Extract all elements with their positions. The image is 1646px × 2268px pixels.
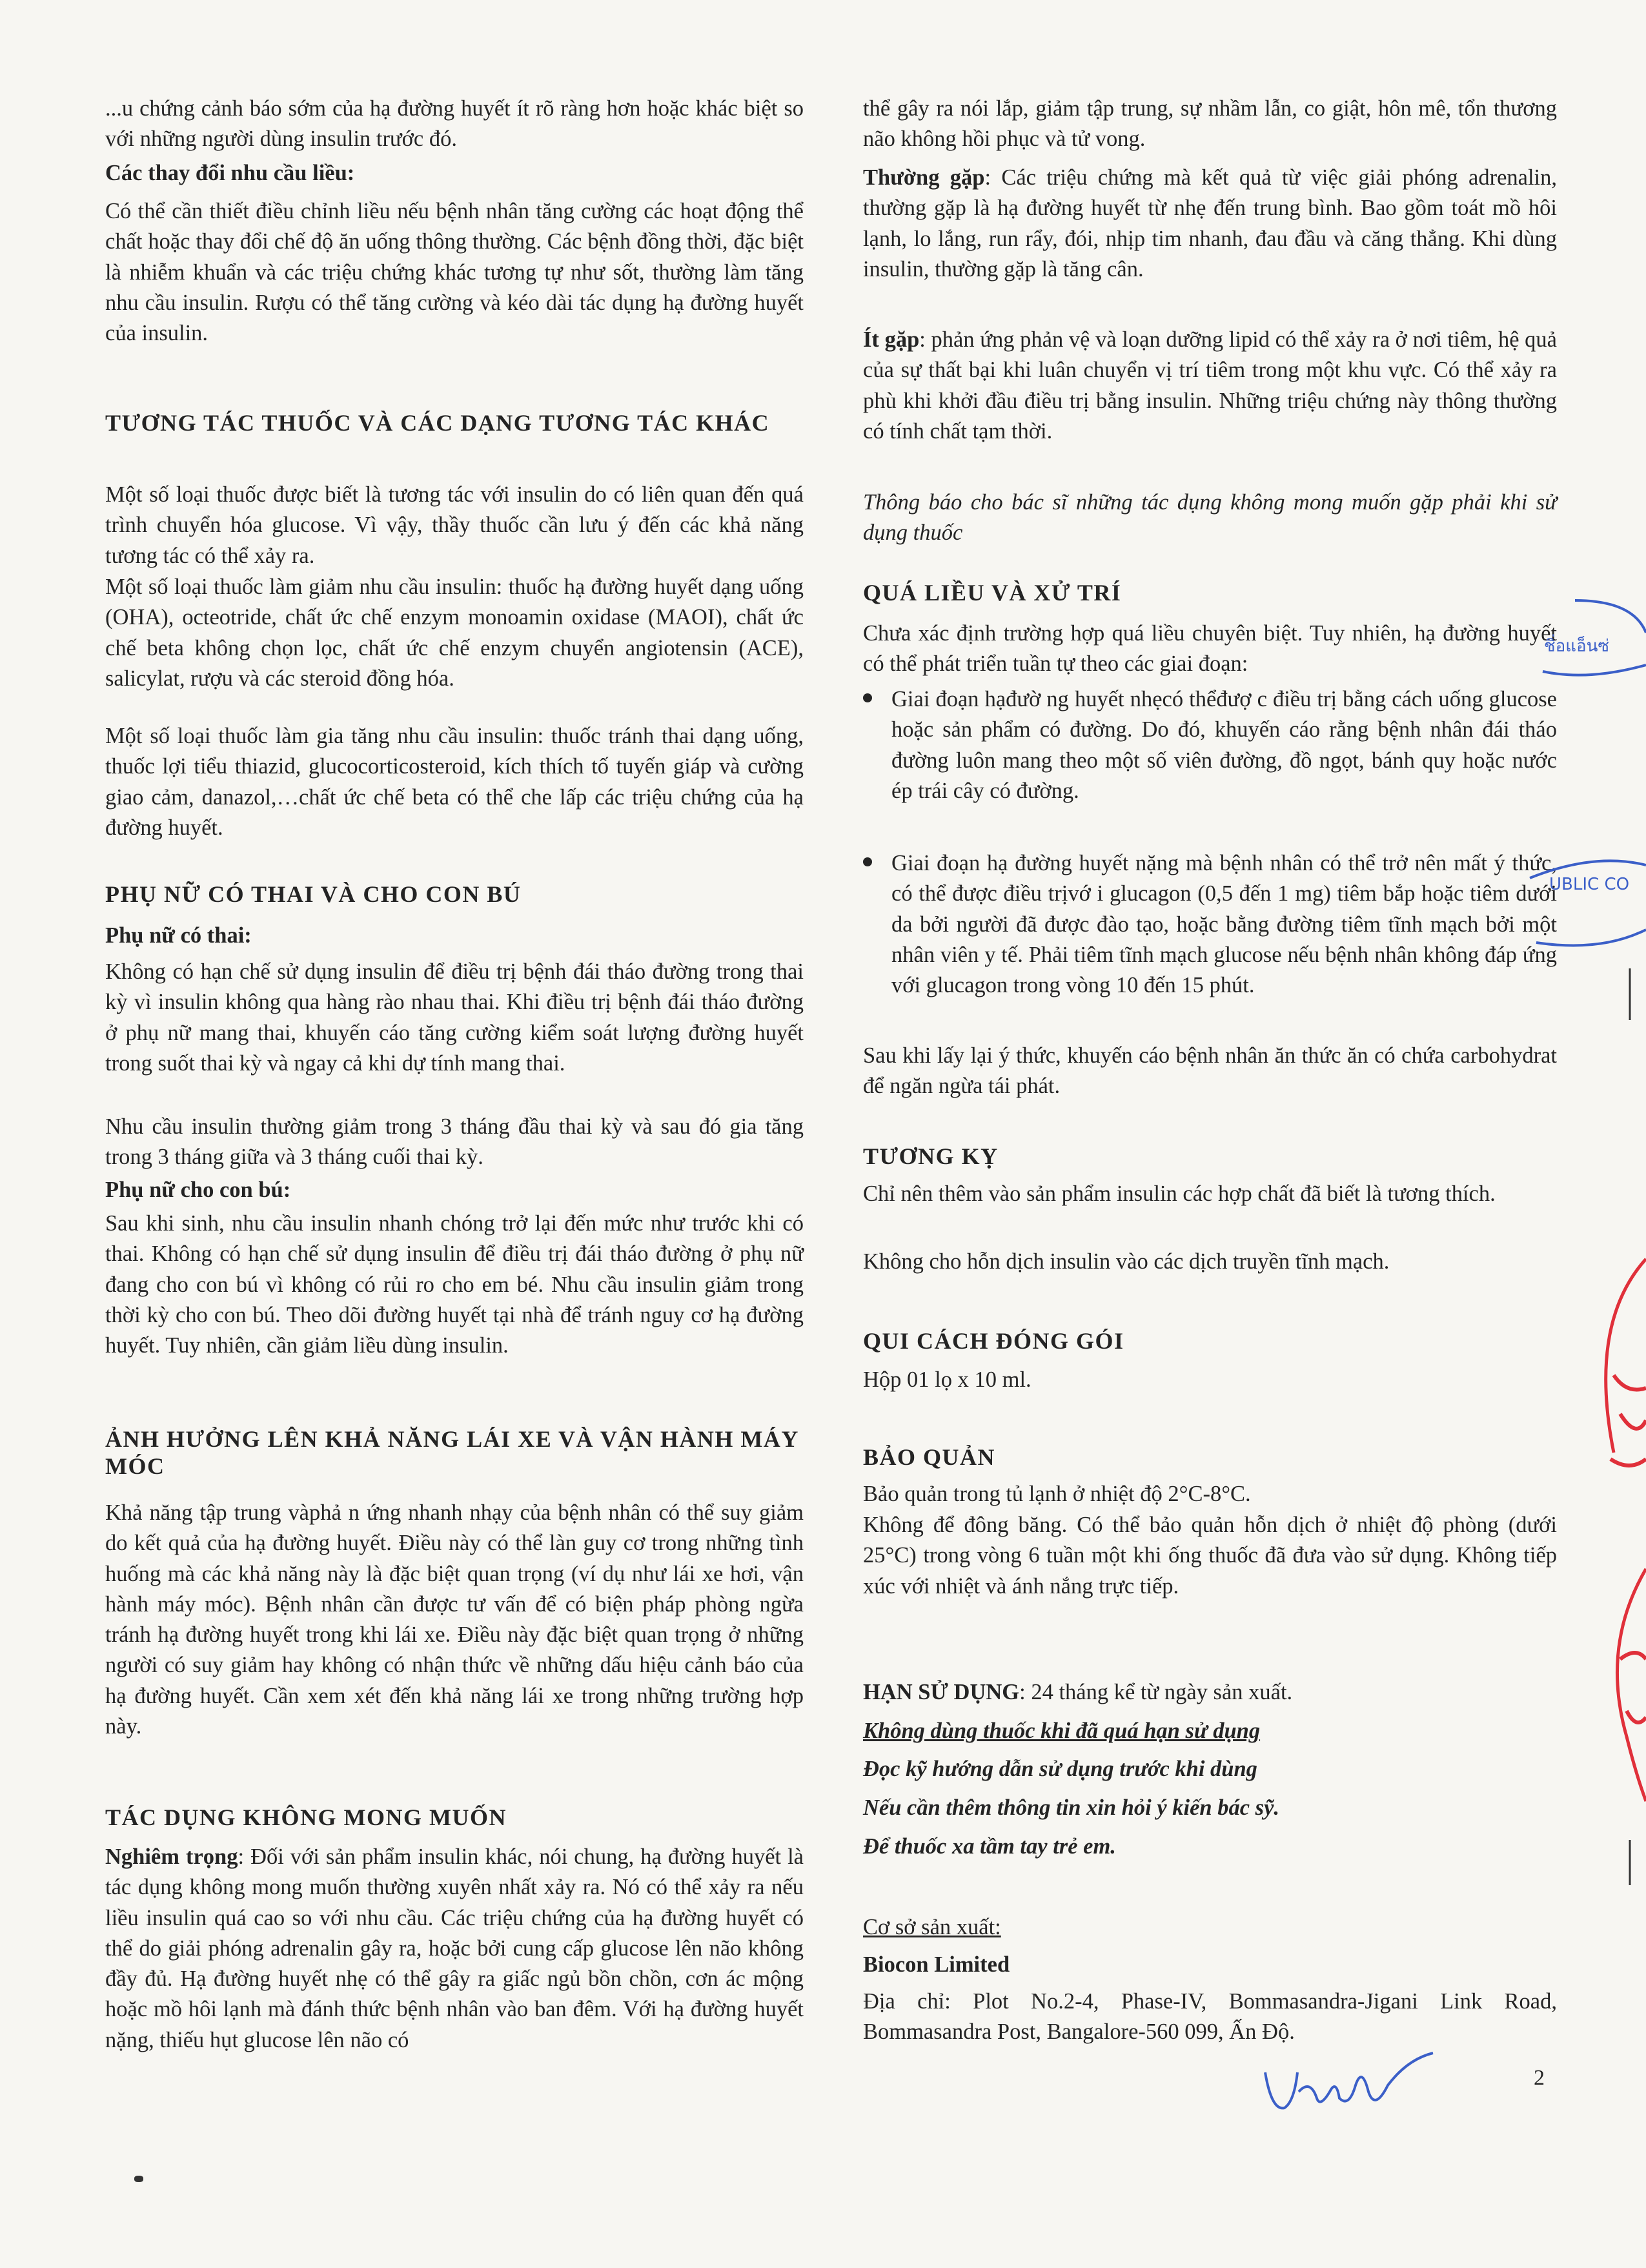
common-effects-paragraph bbox=[863, 163, 1557, 285]
manufacturer-label: Cơ sở sản xuất: bbox=[863, 1915, 1001, 1939]
stamp-text-middle: UBLIC CO bbox=[1549, 875, 1630, 894]
pregnant-women-label: Phụ nữ có thai: bbox=[105, 923, 252, 948]
packaging-heading: QUI CÁCH ĐÓNG GÓI bbox=[863, 1328, 1124, 1354]
warning-expired: Không dùng thuốc khi đã quá hạn sử dụng bbox=[863, 1719, 1261, 1743]
interaction-paragraph-1: Một số loại thuốc được biết là tương tác với insulin do có liên quan đến quá trình chuyển hóa glucose. Vì vậy, thầy thuốc cần lưu ý đến các khả năng tương tác có thể xảy ra. bbox=[105, 482, 804, 568]
driving-heading: ẢNH HƯỞNG LÊN KHẢ NĂNG LÁI XE VÀ VẬN HÀNH MÁY MÓC bbox=[105, 1426, 798, 1479]
pregnancy-heading: PHỤ NỮ CÓ THAI VÀ CHO CON BÚ bbox=[105, 881, 522, 907]
continued-paragraph: thể gây ra nói lắp, giảm tập trung, sự nhầm lẫn, co giật, hôn mê, tổn thương não không hồi phục và tử vong. bbox=[863, 96, 1557, 152]
intro-paragraph: ...u chứng cảnh báo sớm của hạ đường huyết ít rõ ràng hơn hoặc khác biệt so với những người dùng insulin trước đó. bbox=[105, 96, 804, 152]
incompatibility-heading: TƯƠNG KỴ bbox=[863, 1143, 999, 1169]
common-text: : Các triệu chứng mà kết quả từ việc giải phóng adrenalin, thường gặp là hạ đường huyết từ nhẹ đến trung bình. Bao gồm toát mồ hôi lạnh, lo lắng, run rẩy, đói, nhịp tim nhanh, đau đầu và căng thẳng. Khi dùng insulin, thường gặp là tăng cân. bbox=[863, 165, 1557, 281]
bullet-severe-text: Giai đoạn hạ đường huyết nặng mà bệnh nhân có thể trở nên mất ý thức, có thể được điều trịvớ i glucagon (0,5 đến 1 mg) tiêm bắp hoặc tiêm dưới da bởi người đã được đào tạo, hoặc bằng đường tiêm tĩnh mạch bởi một nhân viên y tế. Phải tiêm tĩnh mạch glucose nếu bệnh nhân không đáp ứng với glucagon trong vòng 10 đến 15 phút. bbox=[891, 851, 1557, 998]
bullet-dot bbox=[863, 693, 872, 702]
shelf-life-line bbox=[863, 1677, 1557, 1708]
storage-paragraph-1: Bảo quản trong tủ lạnh ở nhiệt độ 2°C-8°C. bbox=[863, 1482, 1251, 1506]
common-label: Thường gặp bbox=[863, 165, 985, 190]
scan-speck bbox=[134, 2176, 143, 2182]
overdose-bullet-severe bbox=[863, 848, 1557, 1001]
warning-ask-doctor: Nếu cần thêm thông tin xin hỏi ý kiến bác sỹ. bbox=[863, 1795, 1280, 1820]
pregnant-paragraph-1: Không có hạn chế sử dụng insulin để điều trị bệnh đái tháo đường trong thai kỳ vì insulin không qua hàng rào nhau thai. Khi điều trị bệnh đái tháo đường ở phụ nữ mang thai, khuyến cáo tăng cường kiểm soát lượng đường huyết trong suốt thai kỳ và ngay cả khi dự tính mang thai. bbox=[105, 959, 804, 1076]
storage-paragraph-2: Không để đông băng. Có thể bảo quản hỗn dịch ở nhiệt độ phòng (dưới 25°C) trong vòng 6 tuần một khi ống thuốc đã đưa vào sử dụng. Không tiếp xúc với nhiệt và ánh nắng trực tiếp. bbox=[863, 1513, 1557, 1599]
uncommon-effects-paragraph bbox=[863, 325, 1557, 447]
serious-text: : Đối với sản phẩm insulin khác, nói chung, hạ đường huyết là tác dụng không mong muốn thường xuyên nhất xảy ra. Nó có thể xảy ra nếu liều insulin quá cao so với nhu cầu. Các triệu chứng của hạ đường huyết có thể do giải phóng adrenalin gây ra, hoặc bởi cung cấp glucose lên não không đầy đủ. Hạ đường huyết nhẹ có thể gây ra giấc ngủ bồn chồn, cơn ác mộng hoặc mồ hôi lạnh mà đánh thức bệnh nhân vào ban đêm. Với hạ đường huyết nặng, thiếu hụt glucose lên não có bbox=[105, 1844, 804, 2052]
bullet-dot bbox=[863, 857, 872, 866]
shelf-life-text: : 24 tháng kể từ ngày sản xuất. bbox=[1019, 1680, 1293, 1704]
pregnant-paragraph-2: Nhu cầu insulin thường giảm trong 3 tháng đầu thai kỳ và sau đó gia tăng trong 3 tháng giữa và 3 tháng cuối thai kỳ. bbox=[105, 1114, 804, 1170]
bullet-mild-text: Giai đoạn hạđườ ng huyết nhẹcó thểđượ c điều trị bằng cách uống glucose hoặc sản phẩm có đường. Do đó, khuyến cáo rằng bệnh nhân đái tháo đường luôn mang theo một số viên đường, đồ ngọt, bánh quy hoặc nước ép trái cây có đường. bbox=[891, 687, 1557, 803]
signature bbox=[1259, 2047, 1439, 2124]
page-number: 2 bbox=[1534, 2066, 1545, 2090]
notify-doctor-note: Thông báo cho bác sĩ những tác dụng không mong muốn gặp phải khi sử dụng thuốc bbox=[863, 490, 1557, 546]
manufacturer-name: Biocon Limited bbox=[863, 1952, 1010, 1977]
blue-stamp-middle bbox=[1523, 839, 1646, 955]
overdose-intro: Chưa xác định trường hợp quá liều chuyên biệt. Tuy nhiên, hạ đường huyết có thể phát triển tuần tự theo các giai đoạn: bbox=[863, 621, 1557, 677]
uncommon-label: Ít gặp bbox=[863, 327, 920, 352]
warning-keep-away-children: Để thuốc xa tầm tay trẻ em. bbox=[863, 1834, 1116, 1859]
adverse-effects-heading: TÁC DỤNG KHÔNG MONG MUỐN bbox=[105, 1804, 507, 1830]
interaction-paragraph-2: Một số loại thuốc làm giảm nhu cầu insulin: thuốc hạ đường huyết dạng uống (OHA), octeotride, chất ức chế enzym monoamin oxidase (MAOI), chất ức chế beta không chọn lọc, chất ức chế enzym chuyển angiotensin (ACE), salicylat, rượu và các steroid đồng hóa. bbox=[105, 575, 804, 691]
serious-effects-paragraph bbox=[105, 1842, 804, 2056]
overdose-bullet-mild bbox=[863, 684, 1557, 806]
overdose-heading: QUÁ LIỀU VÀ XỬ TRÍ bbox=[863, 580, 1122, 606]
serious-label: Nghiêm trọng bbox=[105, 1844, 238, 1869]
packaging-text: Hộp 01 lọ x 10 ml. bbox=[863, 1367, 1031, 1392]
storage-heading: BẢO QUẢN bbox=[863, 1444, 996, 1470]
breastfeeding-label: Phụ nữ cho con bú: bbox=[105, 1178, 291, 1202]
shelf-life-label: HẠN SỬ DỤNG bbox=[863, 1680, 1020, 1704]
incompatibility-paragraph-2: Không cho hỗn dịch insulin vào các dịch truyền tĩnh mạch. bbox=[863, 1249, 1390, 1274]
stamp-text-top: ชิ่อแอ็นซ่ bbox=[1544, 637, 1610, 656]
manufacturer-address: Địa chỉ: Plot No.2-4, Phase-IV, Bommasandra-Jigani Link Road, Bommasandra Post, Bangalore-560 099, Ấn Độ. bbox=[863, 1989, 1557, 2045]
interaction-heading: TƯƠNG TÁC THUỐC VÀ CÁC DẠNG TƯƠNG TÁC KHÁC bbox=[105, 410, 770, 436]
dose-change-heading: Các thay đổi nhu cầu liều: bbox=[105, 161, 355, 185]
breastfeeding-paragraph: Sau khi sinh, nhu cầu insulin nhanh chóng trở lại đến mức như trước khi có thai. Không có hạn chế sử dụng insulin để điều trị đái tháo đường ở phụ nữ đang cho con bú vì không có rủi ro cho em bé. Nhu cầu insulin giảm trong thời kỳ cho con bú. Theo dõi đường huyết tại nhà để tránh nguy cơ hạ đường huyết. Tuy nhiên, cần giảm liều dùng insulin. bbox=[105, 1211, 804, 1358]
uncommon-text: : phản ứng phản vệ và loạn dưỡng lipid có thể xảy ra ở nơi tiêm, hệ quả của sự thất bại khi luân chuyển vị trí tiêm trong một khu vực. Có thể xảy ra phù khi khởi đầu điều trị bằng insulin. Những triệu chứng này thông thường có tính chất tạm thời. bbox=[863, 327, 1557, 444]
interaction-paragraph-3: Một số loại thuốc làm gia tăng nhu cầu insulin: thuốc tránh thai dạng uống, thuốc lợi tiểu thiazid, glucocorticosteroid, kích thích tố tuyến giáp và cường giao cảm, danazol,…chất ức chế beta có thể che lấp các triệu chứng của hạ đường huyết. bbox=[105, 724, 804, 840]
warning-read-instructions: Đọc kỹ hướng dẫn sử dụng trước khi dùng bbox=[863, 1757, 1257, 1781]
margin-marks bbox=[1610, 968, 1646, 2066]
dose-change-paragraph: Có thể cần thiết điều chỉnh liều nếu bệnh nhân tăng cường các hoạt động thể chất hoặc thay đổi chế độ ăn uống thông thường. Các bệnh đồng thời, đặc biệt là nhiễm khuẩn và các triệu chứng khác tương tự như sốt, thường làm tăng nhu cầu insulin. Rượu có thể tăng cường và kéo dài tác dụng hạ đường huyết của insulin. bbox=[105, 199, 804, 346]
incompatibility-paragraph-1: Chỉ nên thêm vào sản phẩm insulin các hợp chất đã biết là tương thích. bbox=[863, 1181, 1496, 1206]
driving-paragraph: Khả năng tập trung vàphả n ứng nhanh nhạy của bệnh nhân có thể suy giảm do kết quả của hạ đường huyết. Điều này có thể làn guy cơ trong những tình huống mà các khả năng này là đặc biệt quan trọng (ví dụ như lái xe hơi, vận hành máy móc). Bệnh nhân cần được tư vấn để có biện pháp phòng ngừa tránh hạ đường huyết trong khi lái xe. Điều này đặc biệt quan trọng ở những người có suy giảm hay không có nhận thức về những dấu hiệu cảnh báo của hạ đường huyết. Cần xem xét đến khả năng lái xe trong những trường hợp này. bbox=[105, 1500, 804, 1739]
overdose-after-paragraph: Sau khi lấy lại ý thức, khuyến cáo bệnh nhân ăn thức ăn có chứa carbohydrat để ngăn ngừa tái phát. bbox=[863, 1043, 1557, 1099]
